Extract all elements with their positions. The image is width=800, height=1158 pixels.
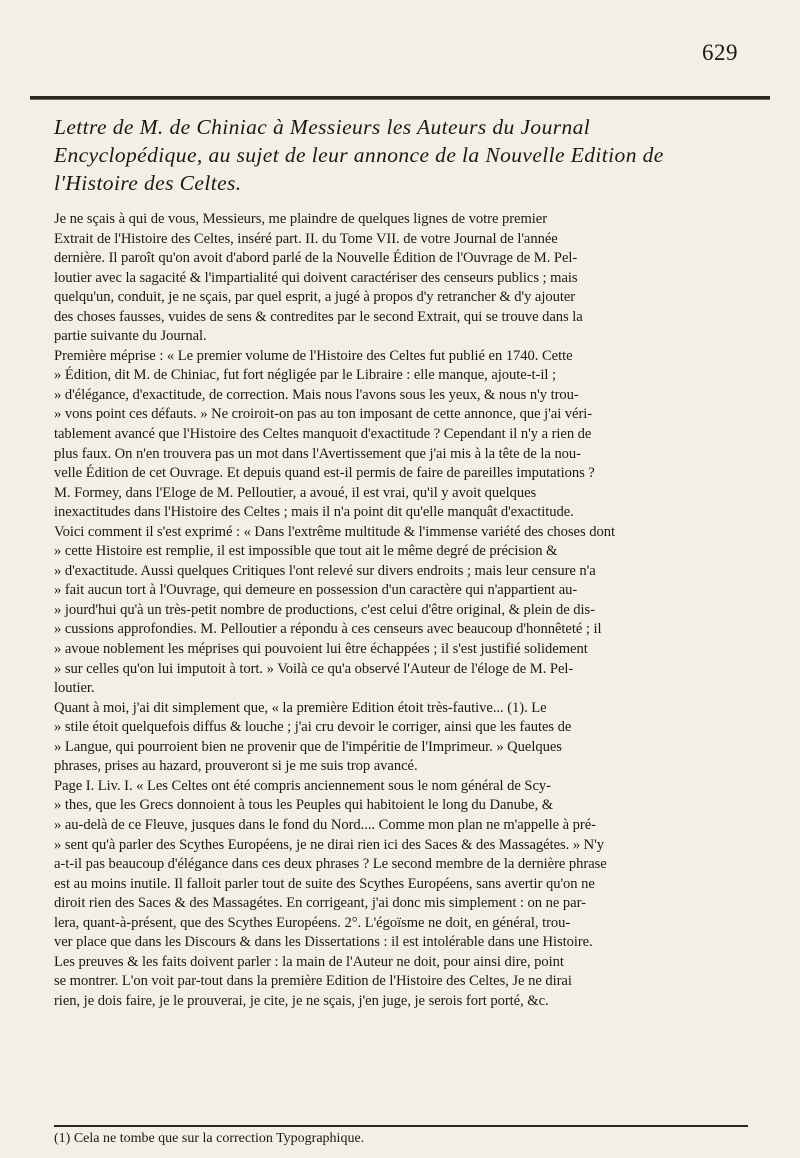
body-line: » Langue, qui pourroient bien ne provenir que de l'impéritie de l'Imprimeur. » Quelques <box>54 738 562 755</box>
body-line: ver place que dans les Discours & dans les Dissertations : il est intolérable dans une Histoire. <box>54 934 593 951</box>
body-line: » sent qu'à parler des Scythes Européens, je ne dirai rien ici des Saces & des Massagétes. » N'y <box>54 836 604 853</box>
body-line: Première méprise : « Le premier volume de l'Histoire des Celtes fut publié en 1740. Cette <box>54 347 573 364</box>
body-line: M. Formey, dans l'Eloge de M. Pelloutier, a avoué, il est vrai, qu'il y avoit quelques <box>54 484 537 501</box>
body-line: inexactitudes dans l'Histoire des Celtes ; mais il n'a point dit qu'elle manquât d'exactitude. <box>54 504 574 521</box>
body-line: Quant à moi, j'ai dit simplement que, « la première Edition étoit très-fautive... (1). Le <box>54 699 547 716</box>
body-line: des choses fausses, vuides de sens & contredites par le second Extrait, qui se trouve dans la <box>54 308 583 325</box>
body-line: » d'élégance, d'exactitude, de correction. Mais nous l'avons sous les yeux, & nous n'y trou- <box>54 386 579 403</box>
body-line: Voici comment il s'est exprimé : « Dans l'extrême multitude & l'immense variété des choses dont <box>54 523 615 540</box>
body-line: » au-delà de ce Fleuve, jusques dans le fond du Nord.... Comme mon plan ne m'appelle à pré- <box>54 816 596 833</box>
page-number: 629 <box>702 40 738 65</box>
body-line: quelqu'un, conduit, je ne sçais, par quel esprit, a jugé à propos d'y retrancher & d'y ajouter <box>54 289 576 306</box>
body-line: se montrer. L'on voit par-tout dans la première Edition de l'Histoire des Celtes, Je ne dirai <box>54 973 572 990</box>
body-line: » fait aucun tort à l'Ouvrage, qui demeure en possession d'un caractère qui n'appartient au- <box>54 582 578 599</box>
body-line: lera, quant-à-présent, que des Scythes Européens. 2°. L'égoïsme ne doit, en général, trou- <box>54 914 571 931</box>
title-line: l'Histoire des Celtes. <box>54 171 242 195</box>
body-line: » cussions approfondies. M. Pelloutier a répondu à ces censeurs avec beaucoup d'honnêteté ; il <box>54 621 602 638</box>
body-line: partie suivante du Journal. <box>54 328 207 345</box>
body-line: dernière. Il paroît qu'on avoit d'abord parlé de la Nouvelle Édition de l'Ouvrage de M. Pel- <box>54 250 578 267</box>
body-line: » sur celles qu'on lui imputoit à tort. » Voilà ce qu'a observé l'Auteur de l'éloge de M. Pel- <box>54 660 574 677</box>
title-line: Lettre de M. de Chiniac à Messieurs les Auteurs du Journal <box>54 115 591 139</box>
body-line: rien, je dois faire, je le prouverai, je cite, je ne sçais, j'en juge, je serois fort porté, &c. <box>54 992 549 1009</box>
body-line: » avoue noblement les méprises qui pouvoient lui être échappées ; il s'est justifié solidement <box>54 641 588 658</box>
header-rule <box>30 96 770 100</box>
body-line: » cette Histoire est remplie, il est impossible que tout ait le même degré de précision & <box>54 543 558 560</box>
letter-title <box>54 113 754 197</box>
footnote: (1) Cela ne tombe que sur la correction Typographique. <box>54 1131 365 1146</box>
body-line: loutier. <box>54 680 95 697</box>
body-line: Les preuves & les faits doivent parler : la main de l'Auteur ne doit, pour ainsi dire, point <box>54 953 564 970</box>
body-line: est au moins inutile. Il falloit parler tout de suite des Scythes Européens, sans avertir qu'on ne <box>54 875 595 892</box>
body-line: Extrait de l'Histoire des Celtes, inséré part. II. du Tome VII. de votre Journal de l'année <box>54 230 558 247</box>
body-line: Page I. Liv. I. « Les Celtes ont été compris anciennement sous le nom général de Scy- <box>54 777 551 794</box>
body-line: phrases, prises au hazard, prouveront si je me suis trop avancé. <box>54 758 418 775</box>
body-line: » vons point ces défauts. » Ne croiroit-on pas au ton imposant de cette annonce, que j'ai véri- <box>54 406 593 423</box>
body-line: » thes, que les Grecs donnoient à tous les Peuples qui habitoient le long du Danube, & <box>54 797 554 814</box>
footnote-rule <box>54 1125 748 1127</box>
body-line: » Édition, dit M. de Chiniac, fut fort négligée par le Libraire : elle manque, ajoute-t-il ; <box>54 367 556 384</box>
body-line: » jourd'hui qu'à un très-petit nombre de productions, c'est celui d'être original, & plein de dis- <box>54 601 595 618</box>
body-line: tablement avancé que l'Histoire des Celtes manquoit d'exactitude ? Cependant il n'y a rien de <box>54 426 592 443</box>
body-line: loutier avec la sagacité & l'impartialité qui doivent caractériser des censeurs publics ; mais <box>54 269 578 286</box>
body-line: a-t-il pas beaucoup d'élégance dans ces deux phrases ? Le second membre de la dernière phrase <box>54 856 607 873</box>
body-line: diroit rien des Saces & des Massagétes. En corrigeant, j'ai donc mis simplement : on ne par- <box>54 895 586 912</box>
body-line: plus faux. On n'en trouvera pas un mot dans l'Avertissement que j'ai mis à la tête de la nou- <box>54 445 581 462</box>
body-line: » d'exactitude. Aussi quelques Critiques l'ont relevé sur divers endroits ; mais leur censure n'a <box>54 562 596 579</box>
body-line: velle Édition de cet Ouvrage. Et depuis quand est-il permis de faire de pareilles imputations ? <box>54 465 595 482</box>
letter-body <box>54 210 749 1011</box>
body-line: » stile étoit quelquefois diffus & louche ; j'ai cru devoir le corriger, ainsi que les fautes de <box>54 719 572 736</box>
body-line: Je ne sçais à qui de vous, Messieurs, me plaindre de quelques lignes de votre premier <box>54 211 548 227</box>
title-line: Encyclopédique, au sujet de leur annonce de la Nouvelle Edition de <box>54 143 664 167</box>
